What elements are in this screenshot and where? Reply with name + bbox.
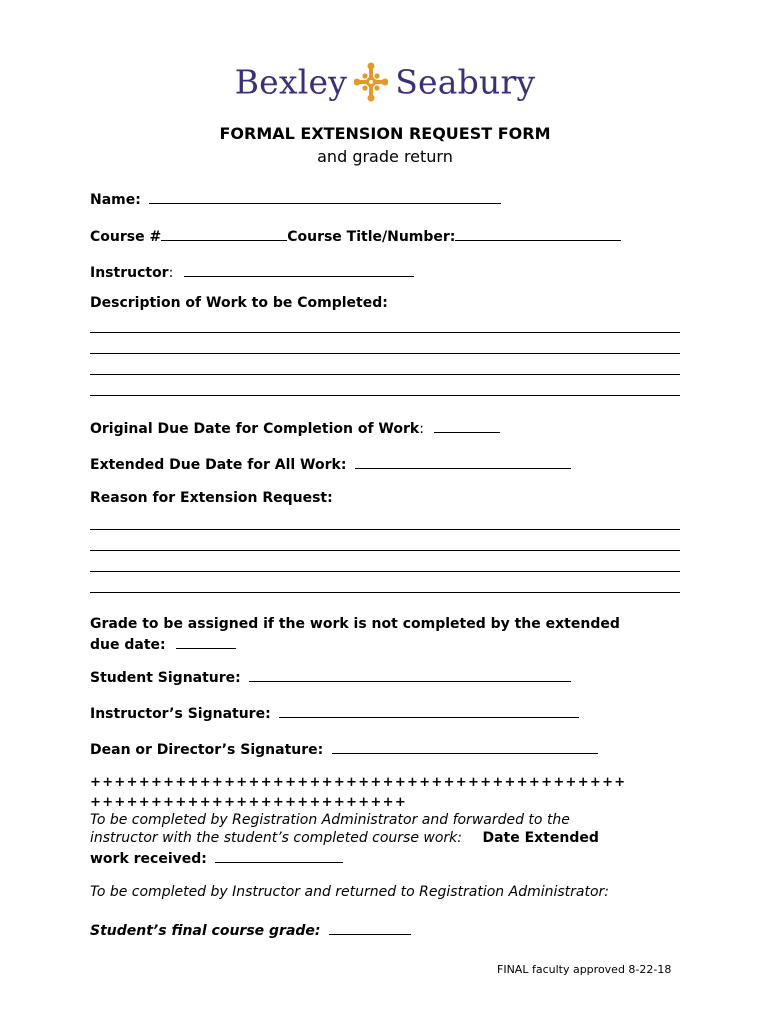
extended-due-field[interactable] [355,454,571,469]
work-received-row [90,848,343,867]
original-due-field[interactable] [434,418,500,433]
final-grade-label: Student’s final course grade: [90,923,321,939]
dean-signature-row [90,739,598,758]
approval-footer: FINAL faculty approved 8-22-18 [497,963,672,976]
logo-right-word: Seabury [395,62,536,102]
instructor-signature-field[interactable] [279,703,579,718]
grade-row [90,634,236,653]
grade-field[interactable] [176,634,236,649]
instructor-colon: : [168,265,174,281]
original-due-label: Original Due Date for Completion of Work [90,421,420,437]
instructor-return-text: To be completed by Instructor and returned to Registration Administrator: [90,884,610,900]
student-signature-row [90,667,571,686]
instructor-signature-row [90,703,579,722]
reason-label: Reason for Extension Request: [90,490,333,506]
form-subtitle: and grade return [317,147,453,166]
instructor-label: Instructor [90,265,169,281]
description-line-1[interactable] [90,332,680,333]
grade-text-line-1: Grade to be assigned if the work is not completed by the extended [90,616,620,632]
instructor-signature-label: Instructor’s Signature: [90,706,271,722]
grade-label: due date: [90,637,166,653]
course-title-field[interactable] [455,226,621,241]
student-signature-label: Student Signature: [90,670,241,686]
plus-separator-line-1: ++++++++++++++++++++++++++++++++++++++++++++ [90,775,627,790]
form-title: FORMAL EXTENSION REQUEST FORM [219,124,551,143]
instructor-row [90,262,414,281]
original-due-row [90,418,500,437]
registration-text-line-1: To be completed by Registration Administrator and forwarded to the [90,812,570,828]
description-line-2[interactable] [90,353,680,354]
course-number-label: Course # [90,229,162,245]
reason-line-4[interactable] [90,592,680,593]
course-title-label: Course Title/Number: [287,229,456,245]
extended-due-row [90,454,571,473]
dean-signature-label: Dean or Director’s Signature: [90,742,324,758]
original-due-colon: : [419,421,424,437]
logo-left-word: Bexley [234,62,348,102]
work-received-label: work received: [90,851,207,867]
name-row [90,189,501,208]
description-label: Description of Work to be Completed: [90,295,388,311]
course-number-field[interactable] [161,226,287,241]
instructor-field[interactable] [184,262,414,277]
name-field[interactable] [149,189,501,204]
plus-separator-line-2: ++++++++++++++++++++++++++ [90,795,408,810]
name-label: Name: [90,192,141,208]
reason-line-1[interactable] [90,529,680,530]
dean-signature-field[interactable] [332,739,598,754]
registration-row-2 [90,830,599,846]
course-row [90,226,621,245]
student-signature-field[interactable] [249,667,571,682]
ornate-cross-icon [354,62,388,102]
description-line-3[interactable] [90,374,680,375]
reason-line-2[interactable] [90,550,680,551]
date-extended-label: Date Extended [482,830,599,846]
final-grade-row [90,920,411,939]
reason-line-3[interactable] [90,571,680,572]
description-line-4[interactable] [90,395,680,396]
final-grade-field[interactable] [329,920,411,935]
work-received-field[interactable] [215,848,343,863]
bexley-seabury-logo [0,62,770,102]
extended-due-label: Extended Due Date for All Work: [90,457,347,473]
registration-text-line-2: instructor with the student’s completed course work: [90,830,462,846]
